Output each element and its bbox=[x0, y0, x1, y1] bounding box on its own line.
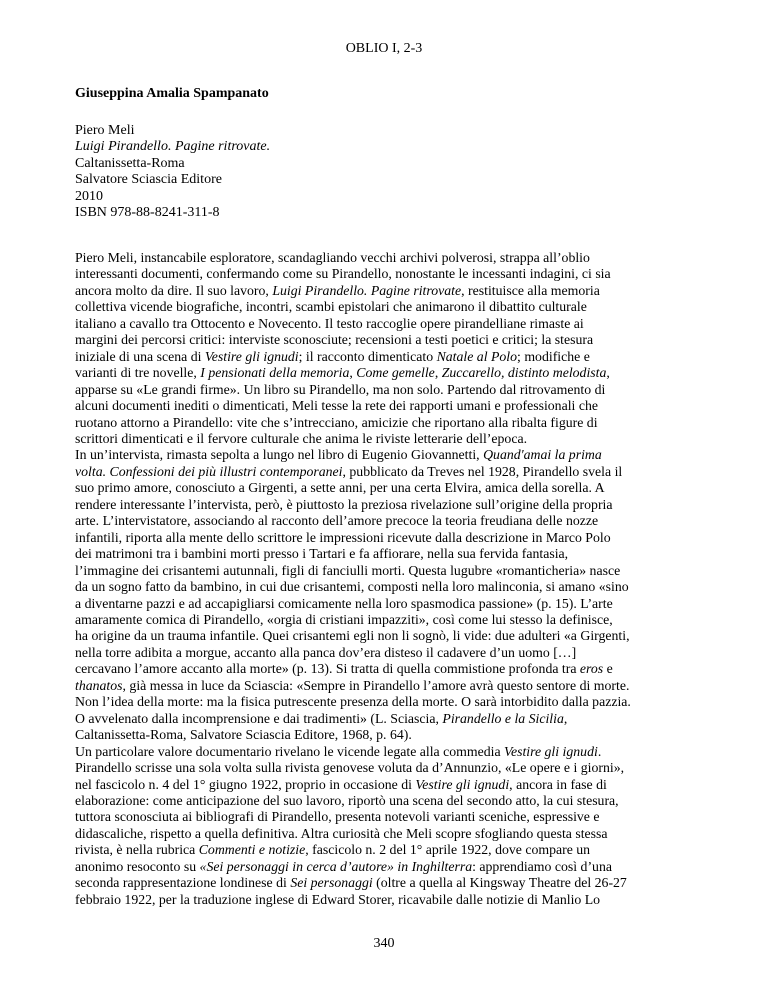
text: apparse su «Le grandi firme». Un libro su Pirandello, ma non solo. Partendo dal ritrovamento di bbox=[75, 381, 606, 397]
text: e bbox=[603, 661, 613, 677]
body-text-line bbox=[75, 316, 715, 332]
text: ha origine da un trauma infantile. Quei crisantemi egli non li sognò, li vide: due adulteri «a Girgenti, bbox=[75, 628, 630, 644]
book-place: Caltanissetta-Roma bbox=[75, 155, 185, 171]
text: (oltre a quella al Kingsway Theatre del 26-27 bbox=[372, 875, 627, 891]
text: rivista, è nella rubrica bbox=[75, 842, 199, 858]
text: ; il racconto dimenticato bbox=[298, 348, 437, 364]
body-text-line bbox=[75, 415, 715, 431]
body-text-line bbox=[75, 711, 715, 727]
italic-text: Vestire gli ignudi bbox=[204, 348, 299, 364]
text: cercavano l’amore accanto alla morte» (p. 13). Si tratta di quella commistione profonda tra bbox=[75, 661, 580, 677]
text: , ancora in fase di bbox=[509, 776, 607, 792]
body-text-line bbox=[75, 464, 715, 480]
text: Caltanissetta-Roma, Salvatore Sciascia Editore, 1968, p. 64). bbox=[75, 727, 412, 743]
italic-text: Vestire gli ignudi bbox=[415, 776, 510, 792]
book-author: Piero Meli bbox=[75, 123, 135, 138]
text: nella torre adibita a morgue, accanto alla panca dov’era disteso il cadavere d’un uomo […] bbox=[75, 644, 577, 660]
text: suo primo amore, conosciuto a Girgenti, a sette anni, per una certa Elvira, amica della sorella. A bbox=[75, 480, 605, 496]
book-bibliography bbox=[75, 123, 270, 221]
italic-text: Pirandello e la Sicilia bbox=[442, 710, 564, 726]
text: a diventarne pazzi e ad accapigliarsi comicamente nella loro spasmodica passione» (p. 15). L’arte bbox=[75, 595, 613, 611]
text: Un particolare valore documentario rivelano le vicende legate alla commedia bbox=[75, 743, 505, 759]
body-text-line bbox=[75, 727, 715, 743]
body-text-line bbox=[75, 480, 715, 496]
text: Piero Meli, instancabile esploratore, scandagliando vecchi archivi polverosi, strappa all’oblio bbox=[75, 250, 590, 265]
book-year: 2010 bbox=[75, 188, 103, 204]
body-text-line bbox=[75, 628, 715, 644]
italic-text: Commenti e notizie bbox=[198, 842, 306, 858]
text: Pirandello scrisse una sola volta sulla rivista genovese voluta da d’Annunzio, «Le opere e i giorni», bbox=[75, 760, 625, 776]
text: febbraio 1922, per la traduzione inglese di Edward Storer, ricavabile dalle notizie di Manlio Lo bbox=[75, 891, 601, 907]
text: collettiva vicende biografiche, incontri, scambi epistolari che animarono il dibattito culturale bbox=[75, 299, 587, 315]
body-text-line bbox=[75, 513, 715, 529]
body-text-line bbox=[75, 842, 715, 858]
body-text-line bbox=[75, 678, 715, 694]
text: interessanti documenti, confermando come su Pirandello, nonostante le incessanti indagini, ci sia bbox=[75, 266, 611, 282]
text: , bbox=[563, 710, 568, 726]
text: nel fascicolo n. 4 del 1° giugno 1922, proprio in occasione di bbox=[75, 776, 416, 792]
body-text-line bbox=[75, 694, 715, 710]
italic-text: Sei personaggi bbox=[290, 875, 373, 891]
text: margini dei percorsi critici: interviste sconosciute; recensioni a testi poetici e critici; la stesura bbox=[75, 332, 594, 348]
body-text-line bbox=[75, 826, 715, 842]
body-text-line bbox=[75, 431, 715, 447]
body-text-line bbox=[75, 793, 715, 809]
text: . bbox=[597, 743, 602, 759]
text: , fascicolo n. 2 del 1° aprile 1922, dove compare un bbox=[305, 842, 591, 858]
italic-text: Come gemelle bbox=[356, 365, 435, 381]
body-text-line bbox=[75, 809, 715, 825]
text: alcuni documenti inediti o dimenticati, Meli tesse la rete dei rapporti umani e professionali che bbox=[75, 398, 598, 414]
italic-text: Quand'amai la prima bbox=[483, 447, 602, 463]
body-text-line bbox=[75, 349, 715, 365]
text: dei matrimoni tra i bambini morti presso i Tartari e fa affiorare, nella sua fervida fantasia, bbox=[75, 546, 569, 562]
text: tuttora sconosciuta ai bibliografi di Pirandello, presenta notevoli varianti sceniche, espressive e bbox=[75, 809, 600, 825]
italic-text: Natale al Polo bbox=[436, 348, 518, 364]
text: italiano a cavallo tra Ottocento e Novecento. Il testo raccoglie opere pirandelliane rimaste ai bbox=[75, 315, 584, 331]
body-text-line bbox=[75, 744, 715, 760]
text: iniziale di una scena di bbox=[75, 348, 205, 364]
book-publisher: Salvatore Sciascia Editore bbox=[75, 172, 222, 188]
text: da un sogno fatto da bambino, in cui due crisantemi, composti nella loro malinconia, si amano «sino bbox=[75, 579, 629, 595]
body-text-line bbox=[75, 579, 715, 595]
text: varianti di tre novelle, bbox=[75, 365, 201, 381]
italic-text: eros bbox=[579, 661, 604, 677]
text: arte. L’intervistatore, associando al racconto dell’amore precoce la teoria freudiana delle nozze bbox=[75, 513, 599, 529]
body-text-line bbox=[75, 612, 715, 628]
text: O avvelenato dalla incomprensione e dai tradimenti» (L. Sciascia, bbox=[75, 710, 443, 726]
text: elaborazione: come anticipazione del suo lavoro, riportò una scena del secondo atto, la cui stesura, bbox=[75, 792, 619, 808]
text: : apprendiamo così d’una bbox=[472, 858, 612, 874]
body-text-line bbox=[75, 283, 715, 299]
italic-text: thanatos bbox=[75, 677, 123, 693]
book-title: Luigi Pirandello. Pagine ritrovate. bbox=[75, 139, 271, 155]
text: ruotano attorno a Pirandello: vite che s’intrecciano, amicizie che riportano alla ribalta figure di bbox=[75, 414, 598, 430]
body-text-line bbox=[75, 760, 715, 776]
body-text-line bbox=[75, 563, 715, 579]
italic-text: Zuccarello, distinto melodista bbox=[441, 365, 607, 381]
body-text-line bbox=[75, 859, 715, 875]
reviewer-name: Giuseppina Amalia Spampanato bbox=[75, 86, 269, 101]
text: ancora molto da dire. Il suo lavoro, bbox=[75, 282, 273, 298]
italic-text: «Sei personaggi in cerca d’autore» in Inghilterra bbox=[199, 858, 473, 874]
running-header: OBLIO I, 2-3 bbox=[345, 41, 423, 56]
body-text-line bbox=[75, 332, 715, 348]
text: didascaliche, rispetto a quella definitiva. Altra curiosità che Meli scopre sfogliando questa stessa bbox=[75, 825, 608, 841]
text: l’immagine dei crisantemi autunnali, figli di fanciulli morti. Questa lugubre «romanticheria» nasce bbox=[75, 562, 621, 578]
body-text-line bbox=[75, 596, 715, 612]
text: , pubblicato da Treves nel 1928, Pirandello svela il bbox=[342, 463, 623, 479]
body-text-line bbox=[75, 382, 715, 398]
text: scrittori dimenticati e il fervore culturale che anima le riviste letterarie dell’epoca. bbox=[75, 430, 528, 446]
body-text-line bbox=[75, 546, 715, 562]
italic-text: Vestire gli ignudi bbox=[504, 743, 598, 759]
text: , già messa in luce da Sciascia: «Sempre in Pirandello l’amore avrà questo sentore di morte. bbox=[122, 677, 630, 693]
text: infantili, riporta alla mente dello scrittore le impressioni ricevute dalla descrizione in Marco Polo bbox=[75, 529, 611, 545]
italic-text: Luigi Pirandello. Pagine ritrovate bbox=[272, 282, 462, 298]
page-number: 340 bbox=[373, 936, 395, 951]
text: , bbox=[434, 365, 442, 381]
text: , bbox=[349, 365, 357, 381]
text: seconda rappresentazione londinese di bbox=[75, 875, 291, 891]
text: , bbox=[606, 365, 610, 381]
text: amaramente comica di Pirandello, «orgia di cristiani impazziti», così come lui stesso la definisce, bbox=[75, 611, 613, 627]
body-text-line bbox=[75, 645, 715, 661]
text: , restituisce alla memoria bbox=[461, 282, 600, 298]
body-text-line bbox=[75, 530, 715, 546]
review-body bbox=[75, 250, 715, 908]
text: anonimo resoconto su bbox=[75, 858, 200, 874]
text: rendere interessante l’intervista, però, è piuttosto la preziosa rivelazione sull’origine della propria bbox=[75, 496, 613, 512]
text: In un’intervista, rimasta sepolta a lungo nel libro di Eugenio Giovannetti, bbox=[75, 447, 484, 463]
body-text-line bbox=[75, 299, 715, 315]
italic-text: I pensionati della memoria bbox=[200, 365, 350, 381]
body-text-line bbox=[75, 661, 715, 677]
body-text-line bbox=[75, 892, 715, 908]
body-text-line bbox=[75, 398, 715, 414]
body-text-line bbox=[75, 497, 715, 513]
text: Non l’idea della morte: ma la fisica putrescente presenza della morte. O sarà intorbidito dalla pazzia. bbox=[75, 694, 631, 710]
body-text-line bbox=[75, 875, 715, 891]
body-text-line bbox=[75, 250, 715, 266]
body-text-line bbox=[75, 777, 715, 793]
italic-text: volta. Confessioni dei più illustri contemporanei bbox=[75, 463, 343, 479]
text: ; modifiche e bbox=[517, 348, 590, 364]
body-text-line bbox=[75, 266, 715, 282]
book-isbn: ISBN 978-88-8241-311-8 bbox=[75, 205, 220, 221]
body-text-line bbox=[75, 365, 715, 381]
body-text-line bbox=[75, 447, 715, 463]
